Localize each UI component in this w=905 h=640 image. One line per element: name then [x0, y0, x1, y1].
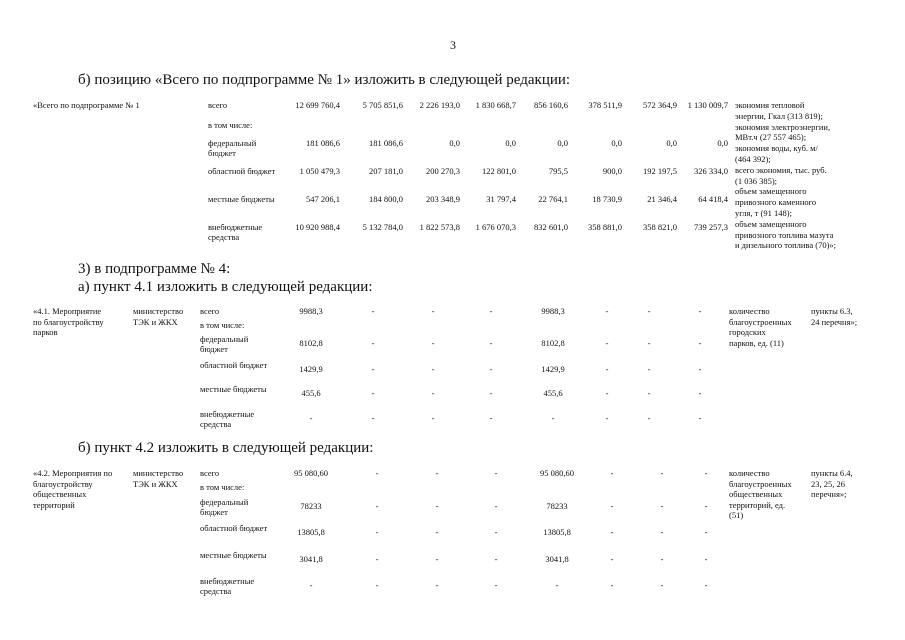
reference-line: 24 перечня»; [811, 316, 858, 327]
funding-source-label: областной бюджет [200, 523, 268, 533]
table-cell-value: - [435, 580, 439, 590]
table-cell-value: - [605, 306, 609, 316]
table-cell-value: 358 881,0 [588, 222, 622, 232]
section-heading-b4: б) пункт 4.2 изложить в следующей редакции: [78, 440, 374, 456]
table-cell-value: - [660, 468, 664, 478]
table-cell-value: - [494, 501, 498, 511]
table-cell-value: 9988,3 [299, 306, 323, 316]
table-cell-value: - [435, 554, 439, 564]
table-cell-value: 1 050 479,3 [299, 166, 340, 176]
table-cell-value: - [431, 364, 435, 374]
table-cell-value: - [431, 388, 435, 398]
table-cell-value: 31 797,4 [486, 194, 516, 204]
table-cell-value: - [371, 306, 375, 316]
event-name-line: «4.1. Мероприятие [33, 306, 102, 316]
funding-source-label: внебюджетные средства [200, 576, 255, 596]
table-cell-value: - [647, 338, 651, 348]
table-cell-value: - [610, 501, 614, 511]
table-cell-value: - [494, 468, 498, 478]
table-cell-value: 795,5 [548, 166, 568, 176]
table-cell-value: - [698, 413, 702, 423]
table-cell-value: - [647, 364, 651, 374]
funding-source-label: в том числе: [208, 120, 253, 130]
table-cell-value: - [489, 306, 493, 316]
event-name-line: благоустройству [33, 478, 93, 489]
table-cell-value: 547 206,1 [306, 194, 340, 204]
table-cell-value: - [435, 501, 439, 511]
table-cell-value: - [605, 388, 609, 398]
table-cell-value: - [698, 306, 702, 316]
table-cell-value: 0,0 [611, 138, 622, 148]
table-cell-value: 78233 [300, 501, 322, 511]
table-cell-value: 122 801,0 [482, 166, 516, 176]
table-cell-value: - [371, 388, 375, 398]
table-cell-value: - [647, 388, 651, 398]
table-cell-value: 900,0 [602, 166, 622, 176]
table-cell-value: - [489, 413, 493, 423]
indicator-line: благоустроенных [729, 478, 792, 489]
table-cell-value: 78233 [546, 501, 568, 511]
table-cell-value: 832 601,0 [534, 222, 568, 232]
table-cell-value: - [698, 388, 702, 398]
indicator-line: парков, ед. (11) [729, 337, 784, 348]
funding-source-label: внебюджетные средства [208, 222, 263, 242]
indicator-line: экономия электроэнергии, [735, 121, 831, 132]
section-heading-3: 3) в подпрограмме № 4: [78, 261, 231, 277]
funding-source-label: федеральный бюджет [200, 497, 249, 517]
table-cell-value: - [494, 554, 498, 564]
table-cell-value: 8102,8 [541, 338, 565, 348]
table-cell-value: 5 705 851,6 [362, 100, 403, 110]
table-cell-value: - [698, 338, 702, 348]
table-cell-value: - [489, 364, 493, 374]
indicator-line: объем замещенного [735, 218, 807, 229]
table-cell-value: 9988,3 [541, 306, 565, 316]
table-cell-value: - [704, 580, 708, 590]
table-cell-value: - [551, 413, 555, 423]
table-cell-value: 3041,8 [299, 554, 323, 564]
indicator-line: экономия тепловой [735, 100, 805, 110]
table-cell-value: 326 334,0 [694, 166, 728, 176]
table-cell-value: 0,0 [666, 138, 677, 148]
table-cell-value: 12 699 760,4 [295, 100, 340, 110]
indicator-line: привозного топлива мазута [735, 229, 834, 240]
table-cell-value: - [494, 527, 498, 537]
table-cell-value: - [605, 338, 609, 348]
table-cell-value: 0,0 [449, 138, 460, 148]
table-cell-value: 13805,8 [297, 527, 325, 537]
table-cell-value: - [704, 501, 708, 511]
table-cell-value: 8102,8 [299, 338, 323, 348]
table-cell-value: 192 197,5 [643, 166, 677, 176]
table-cell-value: - [489, 388, 493, 398]
executor-line: ТЭК и ЖКХ [133, 316, 178, 327]
table-cell-value: 95 080,60 [540, 468, 574, 478]
table-cell-value: - [431, 338, 435, 348]
page-number: 3 [450, 38, 456, 52]
funding-source-label: местные бюджеты [208, 194, 275, 204]
table-cell-value: 455,6 [543, 388, 563, 398]
table-cell-value: 1 822 573,8 [419, 222, 460, 232]
table-cell-value: - [660, 580, 664, 590]
table-cell-value: 207 181,0 [369, 166, 403, 176]
indicator-line: всего экономия, тыс. руб. [735, 164, 827, 175]
table-cell-value: 455,6 [301, 388, 321, 398]
table-cell-value: - [435, 468, 439, 478]
event-name-line: общественных [33, 489, 87, 499]
table-cell-value: - [704, 527, 708, 537]
funding-source-label: в том числе: [200, 482, 245, 492]
table-cell-value: 1429,9 [541, 364, 565, 374]
table-cell-value: - [371, 364, 375, 374]
table-cell-value: - [309, 413, 313, 423]
table-cell-value: - [375, 501, 379, 511]
table-cell-value: - [435, 527, 439, 537]
table-cell-value: - [309, 580, 313, 590]
event-name-line: «4.2. Мероприятия по [33, 468, 113, 478]
table-cell-value: 13805,8 [543, 527, 571, 537]
funding-source-label: внебюджетные средства [200, 409, 255, 429]
funding-source-label: всего [200, 468, 220, 478]
table-cell-value: 21 346,4 [647, 194, 677, 204]
table-cell-value: 1 830 668,7 [475, 100, 516, 110]
table-cell-value: - [371, 338, 375, 348]
table-cell-value: - [431, 413, 435, 423]
table-cell-value: - [494, 580, 498, 590]
indicator-line: и дизельного топлива (70)»; [735, 240, 837, 251]
table-cell-value: - [375, 527, 379, 537]
funding-source-label: всего [208, 100, 228, 110]
executor-line: министерство [133, 468, 184, 478]
section-heading-a4: а) пункт 4.1 изложить в следующей редакции: [78, 279, 373, 295]
table-cell-value: - [375, 468, 379, 478]
table-cell-value: - [610, 468, 614, 478]
table-cell-value: 64 418,4 [698, 194, 728, 204]
indicator-line: благоустроенных [729, 316, 792, 327]
table-cell-value: - [704, 468, 708, 478]
indicator-line: количество [729, 306, 770, 316]
funding-source-label: местные бюджеты [200, 550, 267, 560]
reference-line: пункты 6.4, [811, 468, 853, 478]
table-cell-value: - [605, 364, 609, 374]
table-cell-value: - [371, 413, 375, 423]
table-cell-value: - [489, 338, 493, 348]
executor-line: министерство [133, 306, 184, 316]
event-name-line: парков [33, 327, 58, 337]
table-cell-value: - [610, 580, 614, 590]
funding-source-label: областной бюджет [200, 360, 268, 370]
indicator-line: привозного каменного [735, 197, 817, 208]
table-cell-value: - [698, 364, 702, 374]
table-cell-value: 181 086,6 [369, 138, 403, 148]
funding-source-label: местные бюджеты [200, 384, 267, 394]
table-cell-value: 200 270,3 [426, 166, 460, 176]
table-cell-value: 1 676 070,3 [475, 222, 516, 232]
table-cell-value: - [605, 413, 609, 423]
reference-line: пункты 6.3, [811, 306, 853, 316]
indicator-line: (1 036 385); [735, 175, 778, 186]
table-cell-value: 0,0 [557, 138, 568, 148]
table-cell-value: 1429,9 [299, 364, 323, 374]
table-cell-value: 10 920 988,4 [295, 222, 340, 232]
indicator-line: энергии, Гкал (313 819); [735, 110, 823, 121]
table-cell-value: 2 226 193,0 [419, 100, 460, 110]
table-cell-value: 203 348,9 [426, 194, 460, 204]
funding-source-label: федеральный бюджет [200, 334, 249, 354]
table-cell-value: - [375, 554, 379, 564]
indicator-line: (464 392); [735, 154, 771, 164]
table-cell-value: 572 364,9 [643, 100, 677, 110]
funding-source-label: федеральный бюджет [208, 138, 257, 158]
table-cell-value: 22 764,1 [538, 194, 568, 204]
indicator-line: (51) [729, 510, 744, 520]
table-cell-value: - [431, 306, 435, 316]
table-cell-value: 378 511,9 [588, 100, 622, 110]
reference-line: перечня»; [811, 489, 847, 499]
program-total-label: «Всего по подпрограмме № 1 [33, 100, 140, 110]
table-cell-value: 856 160,6 [534, 100, 568, 110]
table-cell-value: 18 730,9 [592, 194, 622, 204]
table-cell-value: - [610, 554, 614, 564]
table-cell-value: 1 130 009,7 [687, 100, 728, 110]
table-cell-value: 184 800,0 [369, 194, 403, 204]
reference-line: 23, 25, 26 [811, 478, 845, 489]
table-cell-value: - [647, 413, 651, 423]
table-cell-value: - [647, 306, 651, 316]
table-cell-value: 95 080,60 [294, 468, 328, 478]
table-cell-value: 3041,8 [545, 554, 569, 564]
table-cell-value: 739 257,3 [694, 222, 728, 232]
indicator-line: экономия воды, куб. м/ [735, 143, 818, 154]
executor-line: ТЭК и ЖКХ [133, 478, 178, 489]
table-cell-value: - [704, 554, 708, 564]
indicator-line: количество [729, 468, 770, 478]
funding-source-label: всего [200, 306, 220, 316]
table-cell-value: - [660, 527, 664, 537]
table-cell-value: 181 086,6 [306, 138, 340, 148]
event-name-line: территорий [33, 499, 75, 510]
section-heading-b1: б) позицию «Всего по подпрограмме № 1» изложить в следующей редакции: [78, 72, 571, 88]
indicator-line: объем замещенного [735, 186, 807, 197]
indicator-line: территорий, ед. [729, 499, 786, 510]
table-cell-value: - [660, 554, 664, 564]
funding-source-label: в том числе: [200, 320, 245, 330]
table-cell-value: 358 821,0 [643, 222, 677, 232]
event-name-line: по благоустройству [33, 316, 104, 327]
indicator-line: городских [729, 327, 766, 337]
table-cell-value: - [660, 501, 664, 511]
table-cell-value: - [555, 580, 559, 590]
indicator-line: МВт.ч (27 557 465); [735, 132, 807, 143]
table-cell-value: - [375, 580, 379, 590]
table-cell-value: 0,0 [505, 138, 516, 148]
indicator-line: общественных [729, 489, 783, 499]
table-cell-value: - [610, 527, 614, 537]
indicator-line: угля, т (91 148); [735, 208, 792, 218]
table-cell-value: 0,0 [717, 138, 728, 148]
table-cell-value: 5 132 784,0 [362, 222, 403, 232]
funding-source-label: областной бюджет [208, 166, 276, 176]
